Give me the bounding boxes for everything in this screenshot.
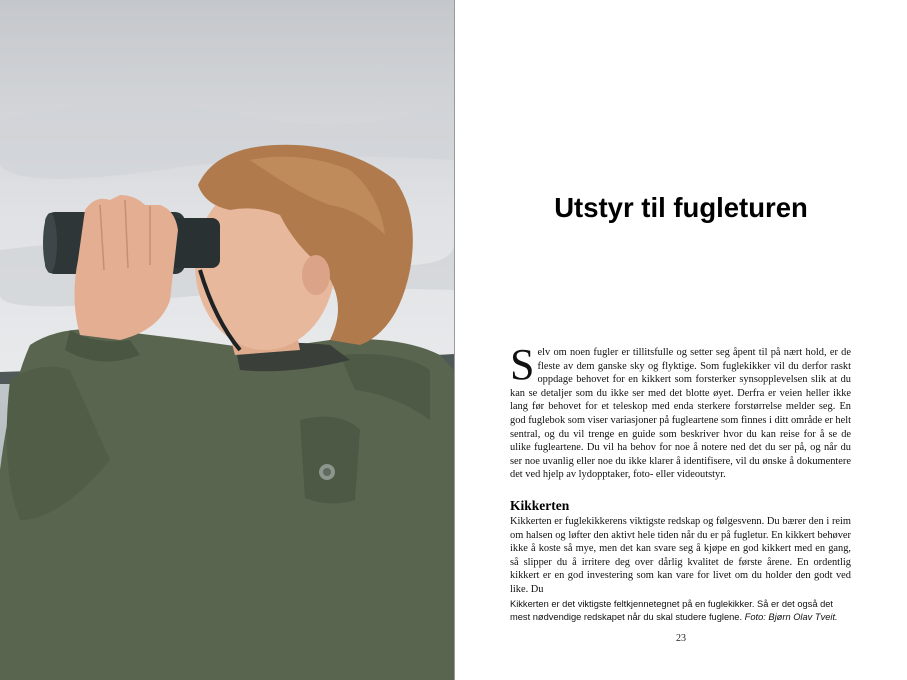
photo-caption xyxy=(510,598,855,624)
photo-credit: Foto: Bjørn Olav Tveit. xyxy=(744,612,838,623)
page-title: Utstyr til fugleturen xyxy=(554,192,808,223)
intro-text: elv om noen fugler er tillitsfulle og setter seg åpent til på nært hold, er de fleste av dem ganske sky og flyktige. Som fuglekikker vil du derfor raskt oppdage behovet for en kikkert som forsterker synsopplevelsen slik at du kan se detaljer som du ikke ser med det blotte øyet. Derfra er veien heller ikke lang før behovet for et teleskop med enda sterkere forstørrelse melder seg. En god fuglebok som viser variasjoner på fugleartene som finnes i ditt område er helt sentral, og du vil trenge en guide som beskriver hvor du kan reise for å se de ulike fugleartene. Du vil ha behov for noe å notere ned det du ser på, og når du ser noe uvanlig eller noe du ikke klarer å identifisere, vil du ønske å dokumentere det ved hjelp av lydopptaker, foto- eller videoutstyr. xyxy=(510,347,851,481)
intro-paragraph xyxy=(510,340,851,482)
section-paragraph: Kikkerten er fuglekikkerens viktigste redskap og følgesvenn. Du bærer den i reim om halsen og løfter den aktivt hele tiden når du er på fugletur. En kikkert behøver ikke å koste så mye, men det kan svare seg å kjøpe en god kikkert med en gang, så slipper du å irritere deg over dårlig kvalitet de første årene. En ordentlig kikkert er en god investering som kan vare for livet om du holder den godt ved like. Du xyxy=(510,516,851,595)
section-heading: Kikkerten xyxy=(510,498,570,513)
page-number: 23 xyxy=(676,633,686,644)
drop-cap: S xyxy=(510,340,535,389)
caption-text: Kikkerten er det viktigste feltkjennetegnet på en fuglekikker. Så er det også det mest nødvendige redskapet når du skal studere fuglene. xyxy=(510,599,834,623)
text-page xyxy=(455,0,907,680)
